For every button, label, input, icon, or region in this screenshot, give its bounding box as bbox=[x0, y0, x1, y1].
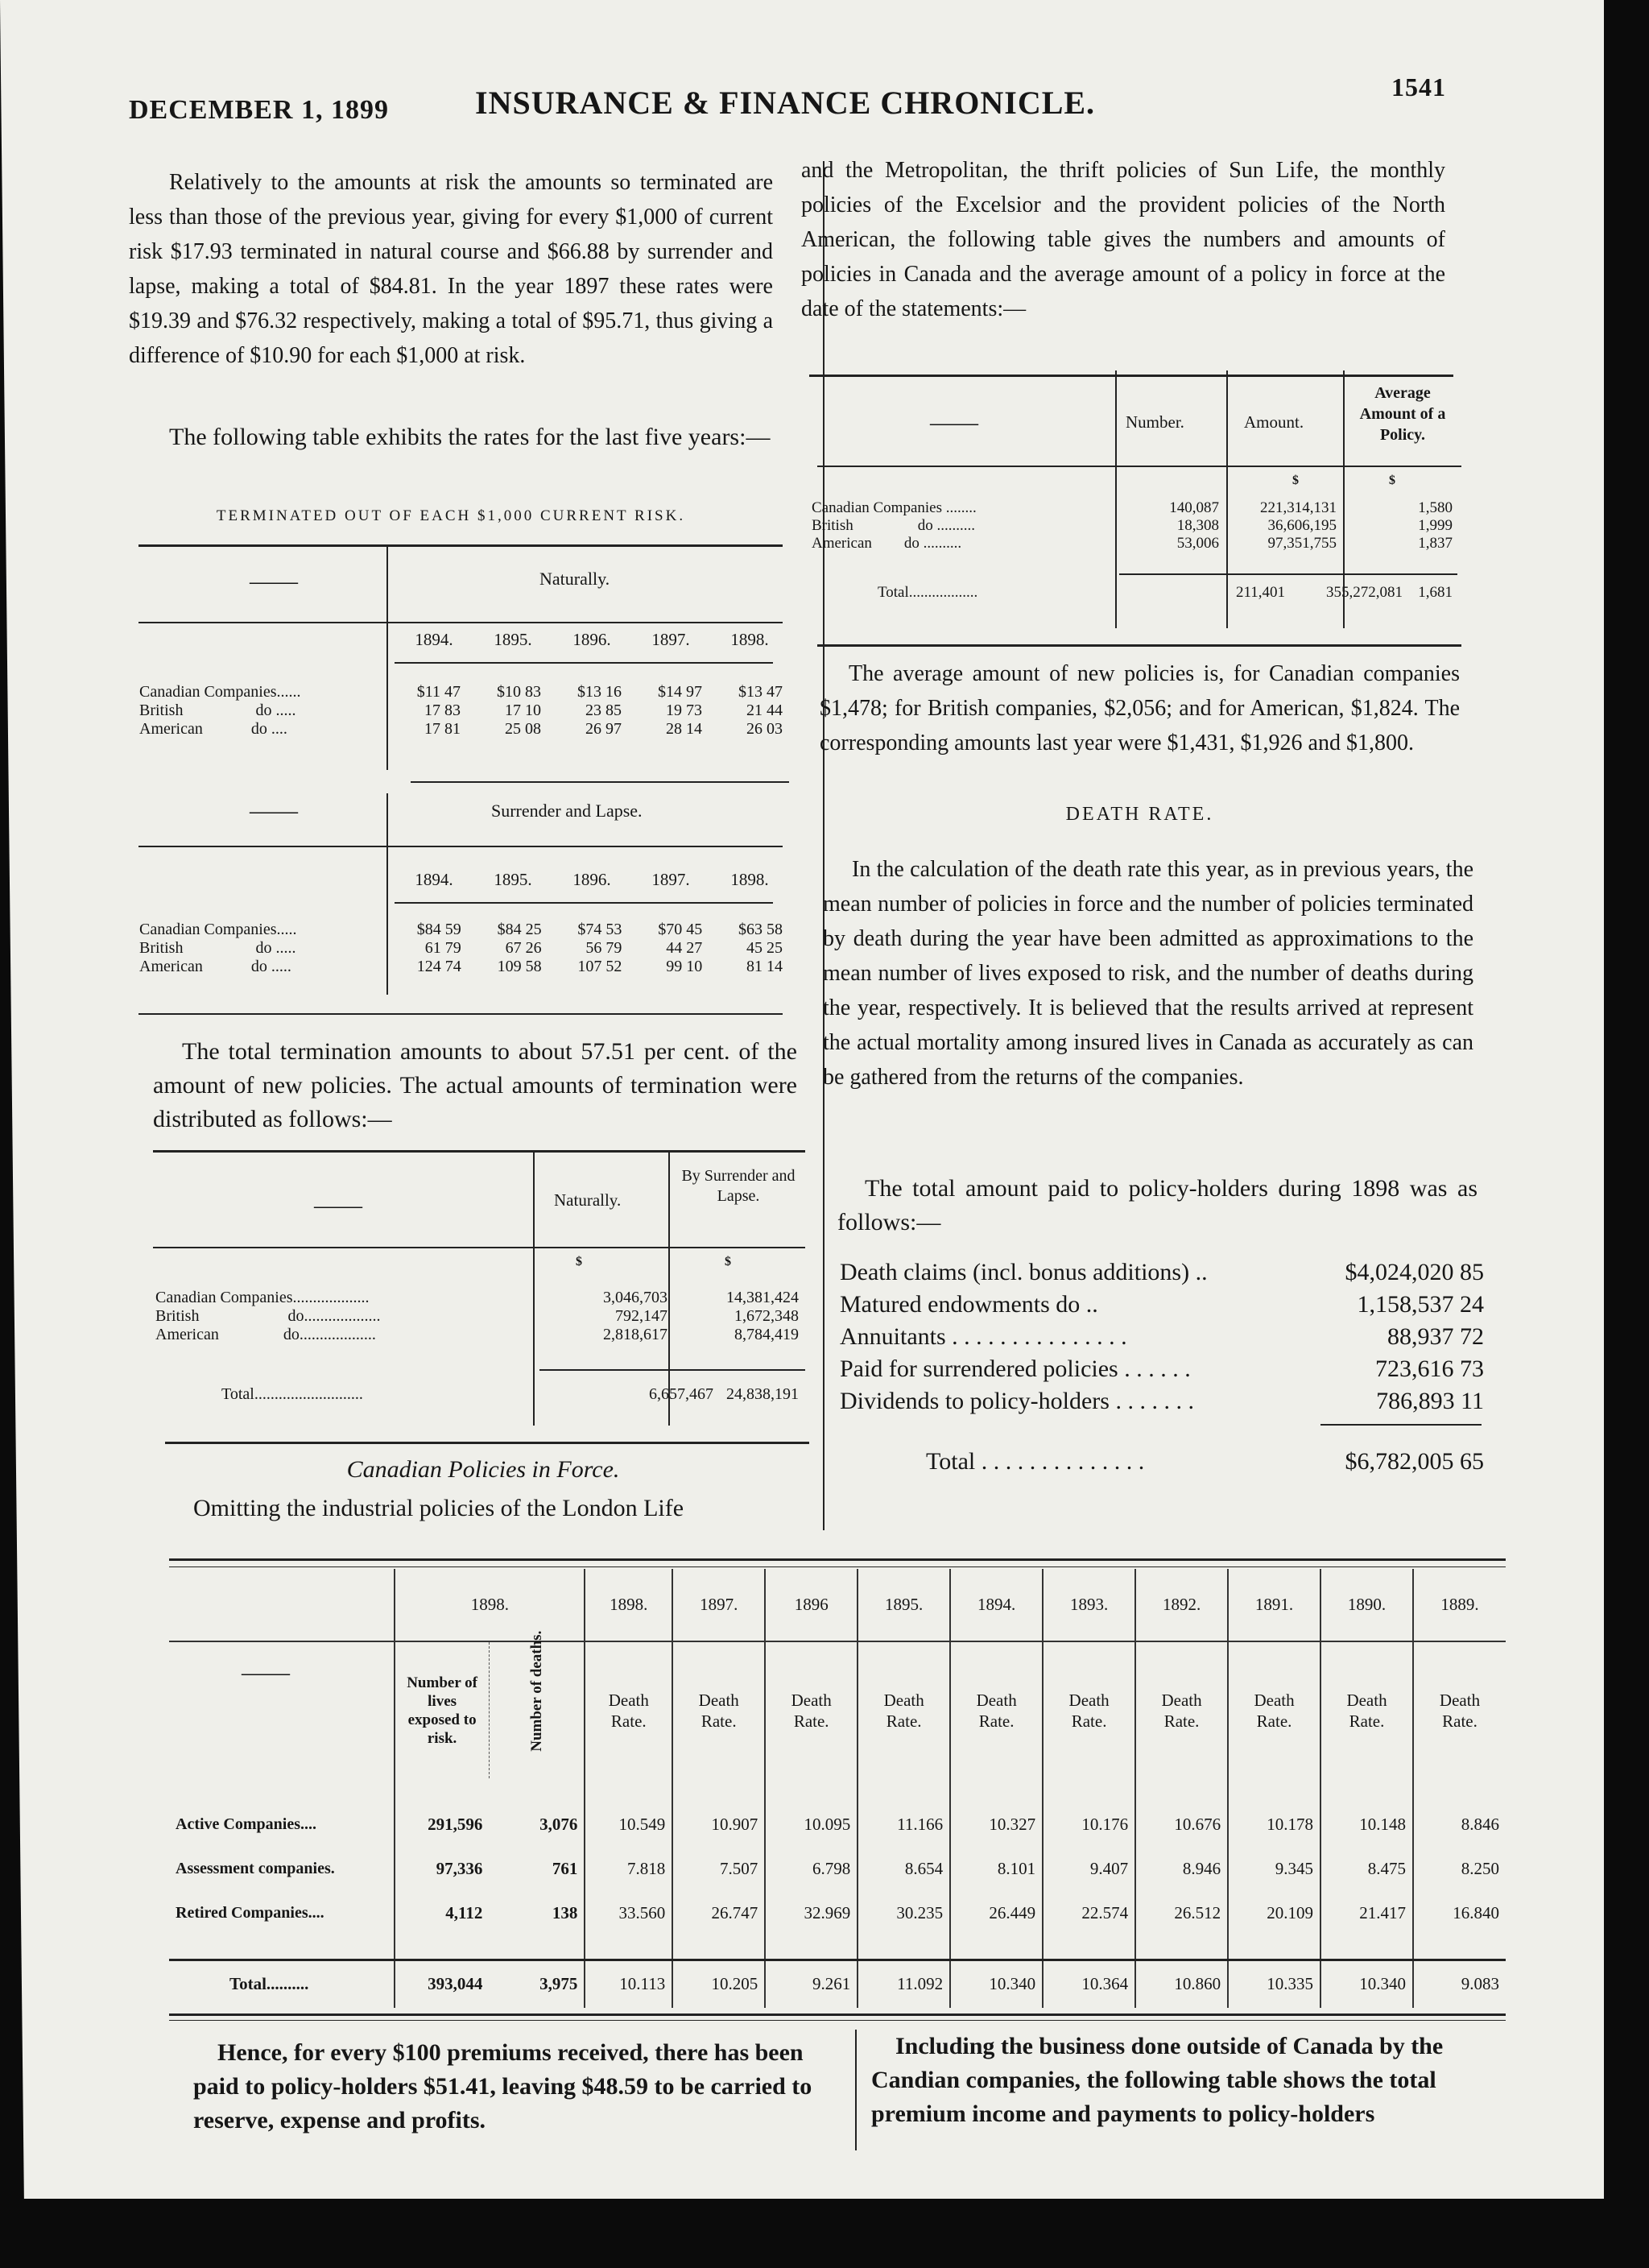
col-header: Death Rate. bbox=[1043, 1641, 1135, 1778]
table-cell: 6.798 bbox=[765, 1847, 858, 1891]
table-cell: 19 73 bbox=[665, 702, 702, 719]
policies-table bbox=[805, 499, 1459, 553]
year-header: 1892. bbox=[1135, 1569, 1228, 1641]
table-cell: 10.113 bbox=[585, 1960, 672, 2008]
unit: $ bbox=[1389, 474, 1395, 487]
table-cell: 9.261 bbox=[765, 1960, 858, 2008]
row-label: Assessment companies. bbox=[176, 1860, 335, 1877]
column-divider bbox=[823, 161, 824, 1530]
table-cell: 10.340 bbox=[950, 1960, 1043, 2008]
dots: .... bbox=[308, 1904, 324, 1922]
section-heading: DEATH RATE. bbox=[1065, 804, 1214, 825]
total-label: Total bbox=[878, 584, 909, 601]
year-header: 1889. bbox=[1413, 1569, 1506, 1641]
col-header: Death Rate. bbox=[765, 1641, 858, 1778]
dots: .................. bbox=[908, 584, 978, 601]
rule bbox=[169, 2013, 1506, 2016]
group-header: Naturally. bbox=[539, 569, 610, 589]
row-label: American bbox=[139, 958, 203, 975]
table-cell: 1,580 bbox=[1418, 499, 1453, 516]
col-header: Death Rate. bbox=[585, 1641, 672, 1778]
table-cell: $74 53 bbox=[577, 921, 622, 938]
amounts-total bbox=[149, 1385, 805, 1404]
table-cell: 67 26 bbox=[505, 939, 542, 957]
rule bbox=[169, 2020, 1506, 2021]
dots: . . . . . . . . . . . . . . bbox=[981, 1448, 1145, 1475]
row-label: British bbox=[155, 1307, 200, 1325]
dots: ..... bbox=[275, 939, 296, 957]
dots: ................... bbox=[304, 1307, 381, 1325]
dots: .......... bbox=[923, 535, 962, 552]
rule bbox=[153, 1150, 805, 1153]
table-cell: 45 25 bbox=[746, 939, 783, 957]
year-header: 1890. bbox=[1320, 1569, 1413, 1641]
dots: ................... bbox=[299, 1326, 376, 1343]
col-header: Number. bbox=[1126, 412, 1184, 432]
total-label: Total bbox=[926, 1448, 976, 1475]
table-row bbox=[149, 1289, 805, 1307]
table-cell: $63 58 bbox=[738, 921, 783, 938]
table-cell: 211,401 bbox=[1235, 584, 1285, 601]
col-header: Death Rate. bbox=[1413, 1641, 1506, 1778]
table-cell: 17 83 bbox=[424, 702, 461, 719]
table-cell: 10.205 bbox=[672, 1960, 765, 2008]
row-label: Canadian Companies. bbox=[139, 921, 281, 938]
year-header: 1893. bbox=[1043, 1569, 1135, 1641]
bottom-right-para: Including the business done outside of Canada by the Candian companies, the following table shows the total premium income and payments to policy-holders bbox=[871, 2033, 1444, 2127]
payments-list bbox=[840, 1256, 1484, 1418]
table-cell: 10.549 bbox=[585, 1802, 672, 1847]
table-cell: 53,006 bbox=[1176, 535, 1219, 552]
item-label: Dividends to policy-holders bbox=[840, 1388, 1110, 1414]
table-cell: 109 58 bbox=[497, 958, 542, 975]
table-cell: 17 10 bbox=[504, 702, 541, 719]
table-cell: 97,336 bbox=[395, 1847, 489, 1891]
table-cell: 26 97 bbox=[585, 720, 622, 738]
table-cell: $84 59 bbox=[416, 921, 461, 938]
total-label: Total bbox=[221, 1385, 254, 1403]
table-cell: 11.092 bbox=[858, 1960, 950, 2008]
left-para-1: Relatively to the amounts at risk the amounts so terminated are less than those of the previous year, giving for every $1,000 of current risk $17.93 terminated in natural course and $66.88 by surrender and lapse, making a total of $84.81. In the year 1897 these rates were $19.39 and $76.32 respectively, making a total of $95.71, thus giving a difference of $10.90 for each $1,000 at risk. bbox=[129, 170, 773, 368]
table-row bbox=[169, 1802, 1506, 1847]
payments-total bbox=[926, 1446, 1484, 1478]
dots: . . . . . . . . . . . . . . . bbox=[952, 1323, 1127, 1350]
section-title: Canadian Policies in Force. bbox=[346, 1456, 620, 1483]
table-cell: 28 14 bbox=[665, 720, 702, 738]
year-header: 1896. bbox=[572, 870, 611, 889]
table-cell: 2,818,617 bbox=[603, 1326, 667, 1343]
year-header: 1898. bbox=[395, 1569, 585, 1641]
dash: —— bbox=[930, 409, 978, 436]
table-row bbox=[169, 1891, 1506, 1935]
rule bbox=[169, 1566, 1506, 1567]
year-header: 1894. bbox=[415, 630, 453, 649]
dots: ..... bbox=[275, 702, 296, 719]
table-cell: 99 10 bbox=[666, 958, 703, 975]
list-item bbox=[840, 1321, 1484, 1353]
table-cell: 97,351,755 bbox=[1267, 535, 1337, 552]
table-cell: 10.364 bbox=[1043, 1960, 1135, 2008]
table-cell: 11.166 bbox=[858, 1802, 950, 1847]
table-row bbox=[805, 499, 1459, 517]
rule bbox=[153, 1247, 805, 1248]
item-value: 1,158,537 24 bbox=[1357, 1291, 1484, 1318]
table-cell: 10.148 bbox=[1320, 1802, 1413, 1847]
dots: ..... bbox=[271, 958, 291, 975]
dash: —— bbox=[242, 1659, 290, 1686]
rule bbox=[138, 1013, 783, 1015]
table-cell: 8.475 bbox=[1320, 1847, 1413, 1891]
table-cell: 23 85 bbox=[585, 702, 622, 719]
table-cell: $13 47 bbox=[738, 683, 783, 701]
table-cell: 10.340 bbox=[1320, 1960, 1413, 2008]
table-row bbox=[133, 921, 789, 939]
col-header: Death Rate. bbox=[950, 1641, 1043, 1778]
table-cell: 9.407 bbox=[1043, 1847, 1135, 1891]
rule bbox=[165, 1442, 809, 1444]
right-para-2: The average amount of new policies is, for Canadian companies $1,478; for British companies, $2,056; and for American, $1,824. The corresponding amounts last year were $1,431, $1,926 and $1,800. bbox=[820, 661, 1460, 755]
table-row bbox=[133, 939, 789, 958]
rule bbox=[817, 644, 1461, 647]
table-cell: 10.176 bbox=[1043, 1802, 1135, 1847]
table-cell: 26.512 bbox=[1135, 1891, 1228, 1935]
year-header-row bbox=[395, 630, 789, 650]
row-label: British bbox=[139, 939, 184, 957]
dots: .. bbox=[1195, 1259, 1208, 1285]
table-cell: 3,046,703 bbox=[603, 1289, 667, 1306]
row-label: Active Companies bbox=[176, 1815, 300, 1833]
table-cell: $14 97 bbox=[657, 683, 702, 701]
row-label: American bbox=[155, 1326, 219, 1343]
col-header: Naturally. bbox=[554, 1190, 622, 1210]
table-cell: 10.327 bbox=[950, 1802, 1043, 1847]
dots: ................... bbox=[292, 1289, 370, 1306]
unit: $ bbox=[576, 1255, 582, 1269]
year-header: 1891. bbox=[1228, 1569, 1320, 1641]
table-cell: 61 79 bbox=[424, 939, 461, 957]
amounts-table bbox=[149, 1289, 805, 1344]
left-para-3: The total termination amounts to about 57.51 per cent. of the amount of new policies. The actual amounts of termination were distributed as follows:— bbox=[153, 1038, 797, 1132]
rule bbox=[817, 466, 1461, 467]
item-value: 786,893 11 bbox=[1376, 1388, 1484, 1414]
row-label: Retired Companies bbox=[176, 1904, 308, 1922]
table-cell: 138 bbox=[552, 1903, 578, 1922]
rule bbox=[539, 1369, 805, 1371]
table-cell: 761 bbox=[552, 1859, 578, 1878]
year-header: 1897. bbox=[651, 630, 690, 649]
item-label: Paid for surrendered policies bbox=[840, 1355, 1118, 1382]
table-cell: 14,381,424 bbox=[726, 1289, 799, 1306]
dots: ..... bbox=[280, 683, 301, 701]
year-header: 1897. bbox=[672, 1569, 765, 1641]
col-header: Death Rate. bbox=[1320, 1641, 1413, 1778]
group-header: Surrender and Lapse. bbox=[491, 801, 643, 821]
year-header: 1898. bbox=[730, 870, 769, 889]
rule bbox=[809, 375, 1453, 377]
table-cell: 10.335 bbox=[1228, 1960, 1320, 2008]
item-value: 88,937 72 bbox=[1387, 1323, 1484, 1350]
dots: .... bbox=[300, 1815, 316, 1833]
page-date: DECEMBER 1, 1899 bbox=[129, 95, 389, 125]
row-label: Canadian Companies bbox=[812, 499, 942, 516]
left-para-4: Omitting the industrial policies of the London Life bbox=[193, 1495, 684, 1521]
table-row bbox=[805, 535, 1459, 553]
table-cell: $70 45 bbox=[658, 921, 703, 938]
item-label: Matured endowments do bbox=[840, 1291, 1081, 1318]
col-header: Death Rate. bbox=[672, 1641, 765, 1778]
table-cell: 792,147 bbox=[615, 1307, 667, 1325]
rule bbox=[138, 846, 783, 847]
table-cell: $13 16 bbox=[577, 683, 622, 701]
table-cell: $11 47 bbox=[416, 683, 461, 701]
row-label: Canadian Companies bbox=[155, 1289, 293, 1306]
table-cell: 124 74 bbox=[416, 958, 461, 975]
table-cell: $84 25 bbox=[497, 921, 542, 938]
dots: ........ bbox=[945, 499, 977, 516]
table-cell: 24,838,191 bbox=[726, 1385, 799, 1403]
dots: .. bbox=[1085, 1291, 1098, 1318]
table-cell: 10.907 bbox=[672, 1802, 765, 1847]
row-label: American bbox=[139, 720, 203, 738]
table-cell: 8.946 bbox=[1135, 1847, 1228, 1891]
table-row bbox=[149, 1326, 805, 1344]
total-label: Total bbox=[229, 1974, 267, 1994]
item-value: 723,616 73 bbox=[1375, 1355, 1484, 1382]
dots: .......... bbox=[266, 1974, 309, 1994]
ditto: do bbox=[250, 720, 267, 738]
year-header: 1895. bbox=[858, 1569, 950, 1641]
rule bbox=[1119, 573, 1457, 575]
table-row bbox=[133, 702, 789, 720]
table-cell: 10.095 bbox=[765, 1802, 858, 1847]
table-cell: 22.574 bbox=[1043, 1891, 1135, 1935]
dots: .... bbox=[271, 720, 287, 738]
table-row bbox=[133, 958, 789, 976]
year-header: 1894. bbox=[950, 1569, 1043, 1641]
dots: . . . . . . bbox=[1124, 1355, 1191, 1382]
rule bbox=[1320, 1424, 1482, 1426]
table-cell: 140,087 bbox=[1169, 499, 1219, 516]
table-cell: 81 14 bbox=[746, 958, 783, 975]
col-header: Average Amount of a Policy. bbox=[1359, 384, 1446, 444]
table-cell: 355,272,081 bbox=[1326, 584, 1403, 601]
table-row bbox=[169, 1847, 1506, 1891]
table-cell: 1,837 bbox=[1418, 535, 1453, 552]
table-cell: 10.178 bbox=[1228, 1802, 1320, 1847]
col-header: Amount. bbox=[1244, 412, 1304, 432]
sub-header-row bbox=[169, 1641, 1506, 1778]
right-para-3: In the calculation of the death rate this year, as in previous years, the mean number of policies in force and the number of policies terminated by death during the year have been admitted as approximations to the mean number of lives exposed to risk, and the number of deaths during the year, respectively. It is believed that the results arrived at represent the actual mortality among insured lives in Canada as accurately as can be gathered from the returns of the companies. bbox=[823, 857, 1473, 1090]
table-cell: 4,112 bbox=[395, 1891, 489, 1935]
row-label: Canadian Companies. bbox=[139, 683, 281, 701]
col-header: By Surrender and Lapse. bbox=[681, 1167, 796, 1205]
col-header: Number of deaths. bbox=[527, 1630, 545, 1752]
item-label: Annuitants bbox=[840, 1323, 946, 1350]
rule bbox=[138, 544, 783, 547]
table-cell: 26 03 bbox=[746, 720, 783, 738]
surrender-table bbox=[133, 921, 789, 976]
table-cell: 8.654 bbox=[858, 1847, 950, 1891]
page-title: INSURANCE & FINANCE CHRONICLE. bbox=[475, 85, 1096, 121]
table-cell: 18,308 bbox=[1176, 517, 1219, 534]
ditto: do bbox=[255, 939, 272, 957]
table-row bbox=[805, 517, 1459, 535]
table-cell: 32.969 bbox=[765, 1891, 858, 1935]
table-cell: 6,657,467 bbox=[649, 1385, 713, 1403]
year-header: 1898. bbox=[730, 630, 769, 649]
dash: —— bbox=[250, 568, 298, 594]
bottom-left-para: Hence, for every $100 premiums received, there has been paid to policy-holders $51.41, leaving $48.59 to be carried to reserve, expense and profits. bbox=[193, 2039, 812, 2133]
ditto: do bbox=[250, 958, 267, 975]
dash: —— bbox=[250, 797, 298, 824]
total-value: $6,782,005 65 bbox=[1345, 1448, 1484, 1475]
year-header: 1895. bbox=[494, 870, 532, 889]
dash: —— bbox=[314, 1192, 362, 1219]
ditto: do bbox=[255, 702, 272, 719]
table-cell: 393,044 bbox=[395, 1960, 489, 2008]
row-label: British bbox=[139, 702, 184, 719]
total-row bbox=[805, 584, 1459, 602]
table-cell: 10.676 bbox=[1135, 1802, 1228, 1847]
dots: ........................... bbox=[254, 1385, 363, 1403]
item-label: Death claims (incl. bonus additions) bbox=[840, 1259, 1190, 1285]
unit: $ bbox=[1292, 474, 1299, 487]
table-row bbox=[133, 720, 789, 739]
table-cell: 44 27 bbox=[666, 939, 703, 957]
list-item bbox=[840, 1289, 1484, 1321]
ditto: do bbox=[283, 1326, 300, 1343]
list-item bbox=[840, 1256, 1484, 1289]
year-header: 1896. bbox=[572, 630, 611, 649]
policies-total bbox=[805, 584, 1459, 602]
table-cell: 20.109 bbox=[1228, 1891, 1320, 1935]
row-label: American bbox=[812, 535, 872, 552]
table-cell: 8.101 bbox=[950, 1847, 1043, 1891]
list-item bbox=[840, 1353, 1484, 1385]
naturally-table bbox=[133, 683, 789, 739]
total-row bbox=[149, 1385, 805, 1404]
table-cell: 1,999 bbox=[1418, 517, 1453, 534]
unit: $ bbox=[725, 1255, 731, 1269]
table-cell: 1,672,348 bbox=[734, 1307, 799, 1325]
table-cell: 21.417 bbox=[1320, 1891, 1413, 1935]
table-cell: 25 08 bbox=[504, 720, 541, 738]
table-row bbox=[133, 683, 789, 702]
page-number: 1541 bbox=[1391, 72, 1446, 101]
table-row bbox=[149, 1307, 805, 1326]
table-cell: 9.083 bbox=[1413, 1960, 1506, 2008]
year-header-row bbox=[395, 870, 789, 890]
table-cell: 8.846 bbox=[1413, 1802, 1506, 1847]
year-header: 1897. bbox=[651, 870, 690, 889]
table-cell: 10.860 bbox=[1135, 1960, 1228, 2008]
ditto: do bbox=[917, 517, 933, 534]
dots: . . . . . . . bbox=[1115, 1388, 1194, 1414]
col-header: Death Rate. bbox=[1135, 1641, 1228, 1778]
table-cell: 26.747 bbox=[672, 1891, 765, 1935]
ditto: do bbox=[903, 535, 920, 552]
rule bbox=[169, 1558, 1506, 1561]
table-cell: 26.449 bbox=[950, 1891, 1043, 1935]
table-cell: 33.560 bbox=[585, 1891, 672, 1935]
item-value: $4,024,020 85 bbox=[1345, 1259, 1484, 1285]
table-cell: 3,975 bbox=[539, 1974, 578, 1994]
table-caption: TERMINATED OUT OF EACH $1,000 CURRENT RISK. bbox=[216, 507, 686, 524]
table-cell: 291,596 bbox=[395, 1802, 489, 1847]
year-header: 1896 bbox=[765, 1569, 858, 1641]
year-header: 1895. bbox=[494, 630, 532, 649]
table-cell: 7.507 bbox=[672, 1847, 765, 1891]
table-cell: 3,076 bbox=[539, 1815, 578, 1834]
dots: .......... bbox=[936, 517, 975, 534]
col-header: Death Rate. bbox=[858, 1641, 950, 1778]
dots: .... bbox=[280, 921, 297, 938]
rule bbox=[411, 781, 789, 783]
table-cell: 8.250 bbox=[1413, 1847, 1506, 1891]
table-cell: 221,314,131 bbox=[1260, 499, 1337, 516]
rule bbox=[138, 622, 783, 623]
table-cell: 36,606,195 bbox=[1267, 517, 1337, 534]
rule bbox=[395, 902, 773, 904]
ditto: do bbox=[287, 1307, 304, 1325]
table-cell: 1,681 bbox=[1418, 584, 1453, 601]
year-header-row bbox=[169, 1569, 1506, 1641]
total-row bbox=[169, 1960, 1506, 2008]
year-header: 1898. bbox=[585, 1569, 672, 1641]
table-cell: 8,784,419 bbox=[734, 1326, 799, 1343]
rule bbox=[395, 662, 773, 664]
col-header: Death Rate. bbox=[1228, 1641, 1320, 1778]
table-cell: 16.840 bbox=[1413, 1891, 1506, 1935]
table-cell: $10 83 bbox=[496, 683, 541, 701]
column-divider bbox=[855, 2030, 857, 2150]
table-cell: 21 44 bbox=[746, 702, 783, 719]
row-label: British bbox=[812, 517, 853, 534]
table-cell: 17 81 bbox=[424, 720, 461, 738]
table-cell: 9.345 bbox=[1228, 1847, 1320, 1891]
table-cell: 107 52 bbox=[577, 958, 622, 975]
table-cell: 7.818 bbox=[585, 1847, 672, 1891]
death-rate-table bbox=[169, 1569, 1506, 2008]
col-header: Number of lives exposed to risk. bbox=[395, 1641, 489, 1778]
left-para-2: The following table exhibits the rates for the last five years:— bbox=[169, 424, 771, 450]
table-cell: 30.235 bbox=[858, 1891, 950, 1935]
right-para-1: and the Metropolitan, the thrift policies of Sun Life, the monthly policies of the Excelsior and the provident policies of the North American, the following table gives the numbers and amounts of policies in Canada and the average amount of a policy in force at the date of the statements:— bbox=[801, 158, 1445, 321]
table-cell: 56 79 bbox=[585, 939, 622, 957]
year-header: 1894. bbox=[415, 870, 453, 889]
right-para-4: The total amount paid to policy-holders during 1898 was as follows:— bbox=[837, 1175, 1477, 1235]
list-item bbox=[840, 1385, 1484, 1418]
